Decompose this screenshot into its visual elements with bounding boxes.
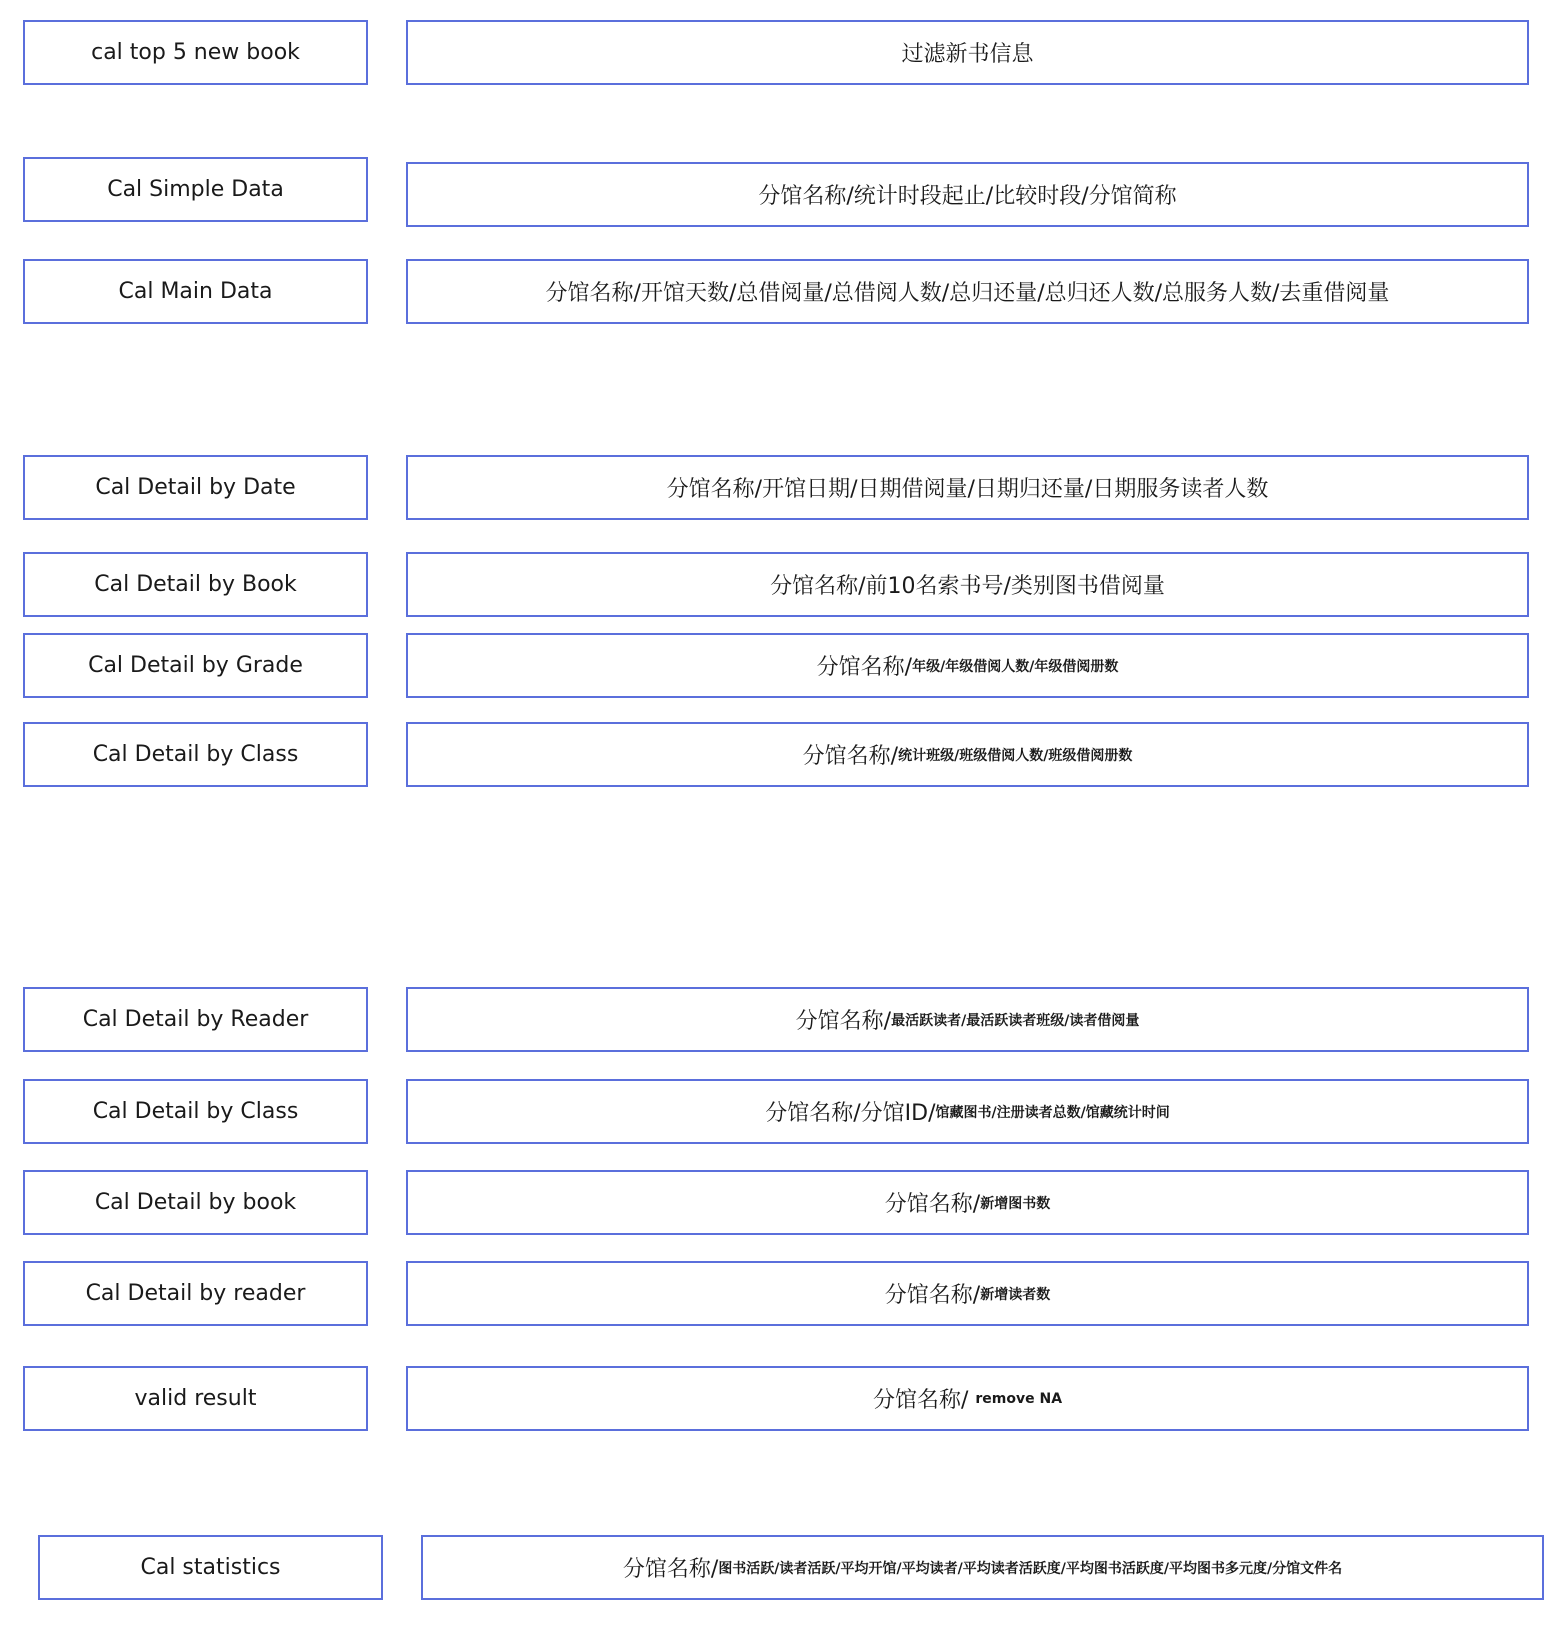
desc-box-cal-detail-by-date (406, 455, 1529, 520)
step-box-cal-detail-by-class-2 (23, 1079, 368, 1144)
desc-small-text: remove NA (975, 1390, 1063, 1407)
step-label: Cal statistics (140, 1555, 281, 1580)
desc-box-cal-detail-by-class-2 (406, 1079, 1529, 1144)
desc-box-cal-detail-by-book (406, 552, 1529, 617)
step-label: Cal Detail by Reader (82, 1007, 309, 1032)
desc-box-cal-simple-data (406, 162, 1529, 227)
step-box-cal-statistics (38, 1535, 383, 1600)
step-box-cal-detail-by-reader-2 (23, 1261, 368, 1326)
step-box-cal-top5-new-book (23, 20, 368, 85)
desc-small-text: 新增图书数 (980, 1195, 1051, 1212)
step-box-cal-detail-by-grade (23, 633, 368, 698)
step-box-cal-detail-by-book-2 (23, 1170, 368, 1235)
desc-small-text: 新增读者数 (980, 1286, 1051, 1303)
step-box-cal-detail-by-book (23, 552, 368, 617)
step-label: Cal Detail by book (94, 1190, 297, 1215)
desc-main-text: 分馆名称/分馆ID/ (765, 1101, 936, 1126)
desc-small-text: 最活跃读者/最活跃读者班级/读者借阅量 (891, 1012, 1140, 1029)
desc-box-cal-statistics (421, 1535, 1544, 1600)
step-box-cal-simple-data (23, 157, 368, 222)
step-label: Cal Detail by reader (85, 1281, 306, 1306)
step-box-cal-detail-by-date (23, 455, 368, 520)
step-label: Cal Detail by Class (92, 1099, 299, 1124)
step-label: valid result (134, 1386, 257, 1411)
desc-small-text: 年级/年级借阅人数/年级借阅册数 (912, 658, 1119, 675)
desc-box-cal-detail-by-reader-2 (406, 1261, 1529, 1326)
desc-main-text: 分馆名称/ (884, 1283, 981, 1308)
step-label: Cal Main Data (118, 279, 273, 304)
step-box-cal-main-data (23, 259, 368, 324)
desc-main-text: 分馆名称/ (872, 1388, 976, 1413)
desc-box-valid-result (406, 1366, 1529, 1431)
desc-main-text: 分馆名称/开馆天数/总借阅量/总借阅人数/总归还量/总归还人数/总服务人数/去重借阅量 (545, 281, 1390, 306)
desc-main-text: 过滤新书信息 (901, 42, 1034, 67)
step-box-cal-detail-by-reader (23, 987, 368, 1052)
desc-main-text: 分馆名称/ (816, 655, 913, 680)
desc-box-cal-detail-by-reader (406, 987, 1529, 1052)
step-label: Cal Detail by Class (92, 742, 299, 767)
desc-main-text: 分馆名称/ (795, 1009, 892, 1034)
desc-small-text: 统计班级/班级借阅人数/班级借阅册数 (898, 747, 1133, 764)
desc-box-cal-top5-new-book (406, 20, 1529, 85)
desc-main-text: 分馆名称/前10名索书号/类别图书借阅量 (770, 574, 1165, 599)
step-box-cal-detail-by-class (23, 722, 368, 787)
desc-main-text: 分馆名称/ (802, 744, 899, 769)
step-box-valid-result (23, 1366, 368, 1431)
step-label: Cal Detail by Grade (88, 653, 303, 678)
desc-main-text: 分馆名称/ (884, 1192, 981, 1217)
desc-small-text: 图书活跃/读者活跃/平均开馆/平均读者/平均读者活跃度/平均图书活跃度/平均图书多元度/分馆文件名 (718, 1560, 1343, 1577)
desc-box-cal-main-data (406, 259, 1529, 324)
desc-box-cal-detail-by-book-2 (406, 1170, 1529, 1235)
desc-small-text: 馆藏图书/注册读者总数/馆藏统计时间 (935, 1104, 1170, 1121)
desc-box-cal-detail-by-class (406, 722, 1529, 787)
desc-main-text: 分馆名称/开馆日期/日期借阅量/日期归还量/日期服务读者人数 (666, 477, 1269, 502)
desc-main-text: 分馆名称/统计时段起止/比较时段/分馆简称 (758, 184, 1177, 209)
step-label: Cal Detail by Date (95, 475, 296, 500)
step-label: Cal Simple Data (107, 177, 284, 202)
step-label: cal top 5 new book (91, 40, 300, 65)
desc-main-text: 分馆名称/ (622, 1557, 719, 1582)
desc-box-cal-detail-by-grade (406, 633, 1529, 698)
step-label: Cal Detail by Book (94, 572, 297, 597)
